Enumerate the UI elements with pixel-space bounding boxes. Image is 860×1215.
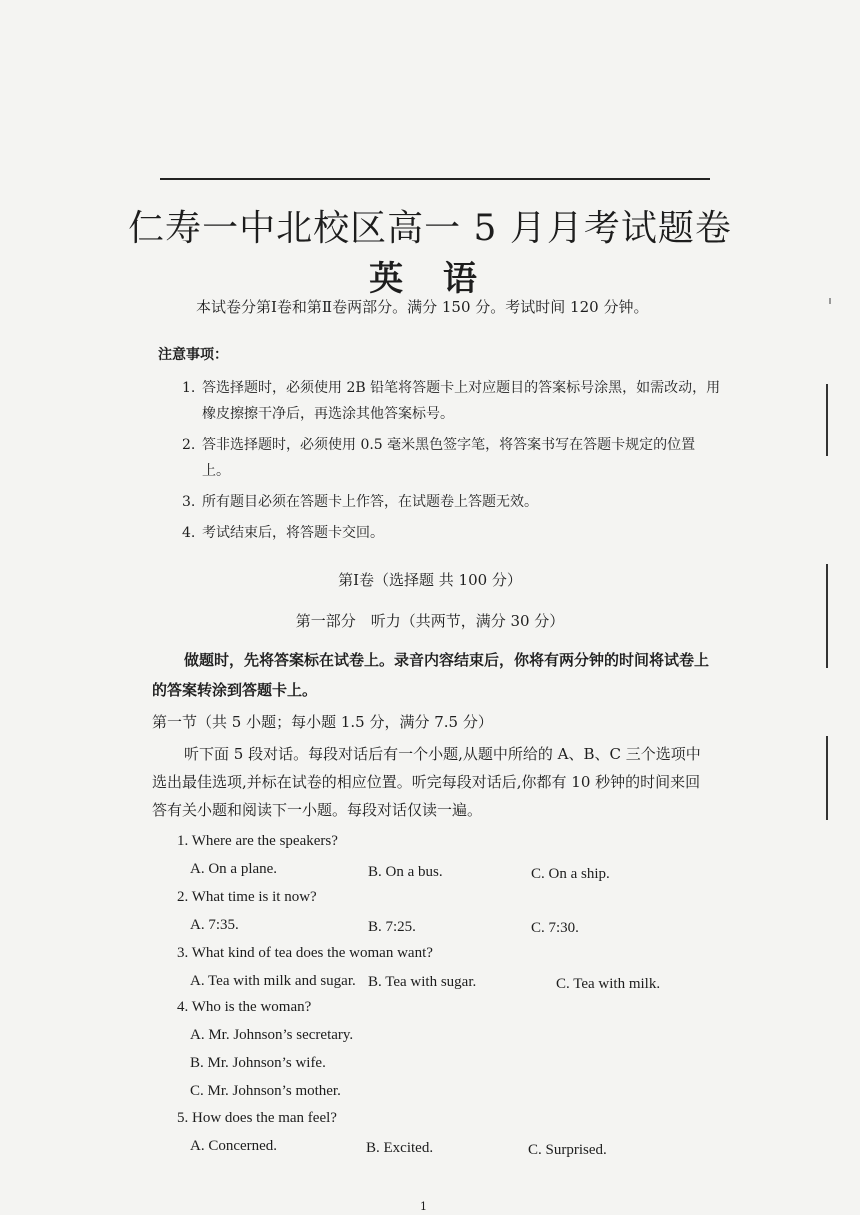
option-c: C. Surprised. xyxy=(528,1142,607,1158)
notice-text: 答选择题时，必须使用 2B 铅笔将答题卡上对应题目的答案标号涂黑，如需改动，用橡皮擦擦干净后，再选涂其他答案标号。 xyxy=(202,380,721,422)
option-b: B. Tea with sugar. xyxy=(368,974,477,990)
scan-edge-mark xyxy=(826,564,828,668)
option-b: B. On a bus. xyxy=(368,864,443,880)
part-title: 第一部分 听力（共两节，满分 30 分） xyxy=(295,612,565,630)
scan-edge-mark xyxy=(826,736,828,820)
option-b: B. Mr. Johnson’s wife. xyxy=(190,1055,326,1071)
option-c: C. Tea with milk. xyxy=(556,976,661,992)
option-c: C. On a ship. xyxy=(531,866,610,882)
scan-speck xyxy=(829,298,831,304)
notice-item xyxy=(182,520,722,546)
exam-intro: 本试卷分第Ⅰ卷和第Ⅱ卷两部分。满分 150 分。考试时间 120 分钟。 xyxy=(196,298,649,316)
notice-number: 3. xyxy=(182,494,196,510)
volume-title: 第Ⅰ卷（选择题 共 100 分） xyxy=(338,571,522,589)
scan-edge-mark xyxy=(826,384,828,456)
option-a: A. Concerned. xyxy=(190,1138,278,1154)
notice-number: 4. xyxy=(182,525,196,541)
notice-item xyxy=(182,489,722,515)
section-heading: 第一节（共 5 小题；每小题 1.5 分，满分 7.5 分） xyxy=(152,713,493,731)
notice-item xyxy=(182,432,722,484)
question-stem: 4. Who is the woman? xyxy=(177,999,312,1015)
page-number: 1 xyxy=(420,1200,427,1213)
question-stem: 5. How does the man feel? xyxy=(177,1110,337,1126)
exam-title: 仁寿一中北校区高一 5 月月考试题卷 xyxy=(128,208,732,249)
option-b: B. 7:25. xyxy=(368,919,416,935)
notice-number: 1. xyxy=(182,380,196,396)
option-c: C. Mr. Johnson’s mother. xyxy=(190,1083,341,1099)
notice-list xyxy=(182,375,722,551)
notice-item xyxy=(182,375,722,427)
option-b: B. Excited. xyxy=(366,1140,434,1156)
option-a: A. Mr. Johnson’s secretary. xyxy=(190,1027,354,1043)
notice-text: 考试结束后，将答题卡交回。 xyxy=(202,525,384,541)
notice-number: 2. xyxy=(182,437,196,453)
question-stem: 3. What kind of tea does the woman want? xyxy=(177,945,433,961)
listening-instruction: 做题时，先将答案标在试卷上。录音内容结束后，你将有两分钟的时间将试卷上的答案转涂到答题卡上。 xyxy=(152,651,710,699)
section-instruction: 听下面 5 段对话。每段对话后有一个小题,从题中所给的 A、B、C 三个选项中选出最佳选项,并标在试卷的相应位置。听完每段对话后,你都有 10 秒钟的时间来回答有关小题和阅读下一小题。每段对话仅读一遍。 xyxy=(152,745,701,819)
header-rule xyxy=(160,178,710,180)
option-c: C. 7:30. xyxy=(531,920,579,936)
subject-title: 英 语 xyxy=(369,259,491,299)
option-a: A. On a plane. xyxy=(190,861,278,877)
notice-text: 所有题目必须在答题卡上作答，在试题卷上答题无效。 xyxy=(202,494,538,510)
notice-text: 答非选择题时，必须使用 0.5 毫米黑色签字笔，将答案书写在答题卡规定的位置上。 xyxy=(202,437,696,479)
notice-heading: 注意事项： xyxy=(158,347,228,363)
option-a: A. Tea with milk and sugar. xyxy=(190,973,356,989)
option-a: A. 7:35. xyxy=(190,917,239,933)
question-stem: 2. What time is it now? xyxy=(177,889,317,905)
question-stem: 1. Where are the speakers? xyxy=(177,833,338,849)
